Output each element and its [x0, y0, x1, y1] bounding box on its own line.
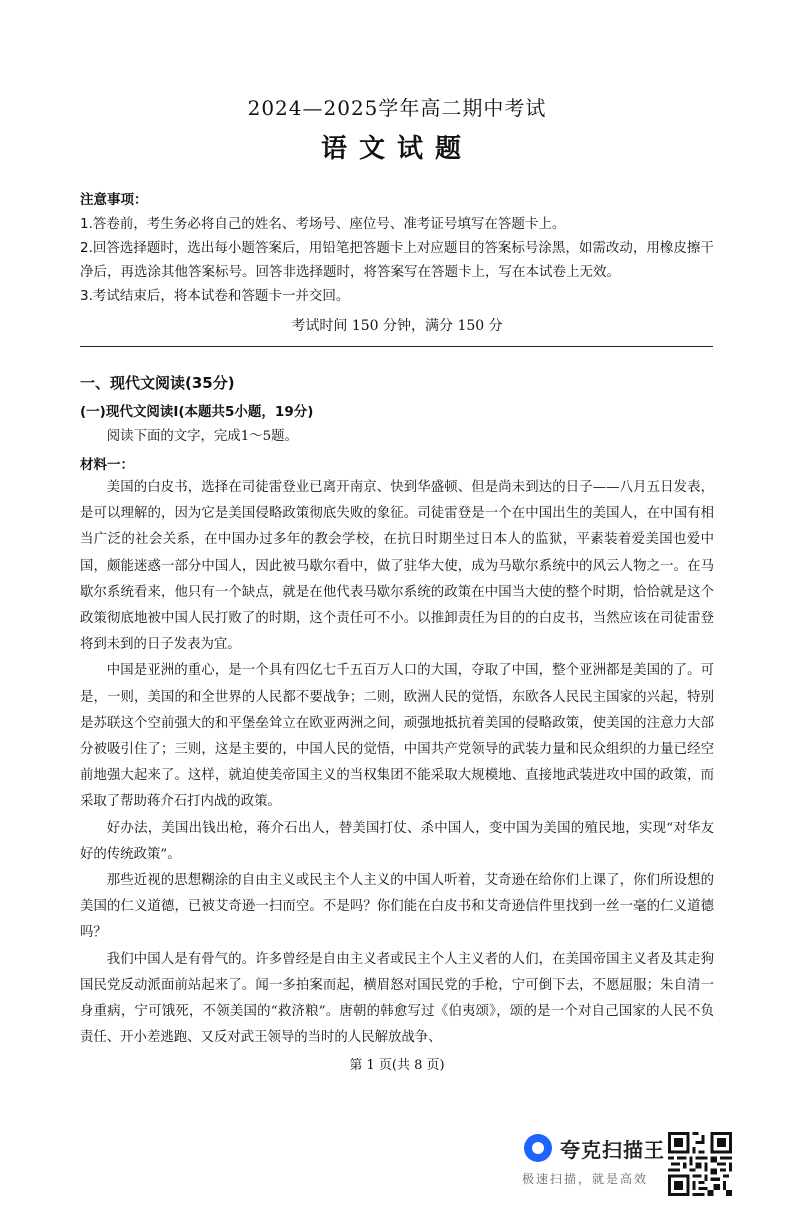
notice-heading: 注意事项：	[80, 192, 148, 208]
notice-item-1: 1.答卷前，考生务必将自己的姓名、考场号、座位号、准考证号填写在答题卡上。	[80, 216, 566, 232]
instruction-text: 阅读下面的文字，完成1～5题。	[106, 429, 298, 444]
paragraph-1: 美国的白皮书，选择在司徒雷登业已离开南京、快到华盛顿、但是尚未到达的日子——八月五日发表，是可以理解的，因为它是美国侵略政策彻底失败的象征。司徒雷登是一个在中国出生的美国人，在中国有相当广泛的社会关系，在中国办过多年的教会学校，在抗日时期坐过日本人的监狱，平素装着爱美国也爱中国，颇能迷惑一部分中国人，因此被马歇尔看中，做了驻华大使，成为马歇尔系统中的风云人物之一。在马歇尔系统看来，他只有一个缺点，就是在他代表马歇尔系统的政策在中国当大使的整个时期，恰恰就是这个政策彻底地被中国人民打败了的时期，这个责任可不小。以推卸责任为目的的白皮书，当然应该在司徒雷登将到未到的日子发表为宜。	[80, 480, 714, 653]
divider	[80, 346, 713, 347]
paragraph-4: 那些近视的思想糊涂的自由主义或民主个人主义的中国人听着，艾奇逊在给你们上课了，你们所设想的美国的仁义道德，已被艾奇逊一扫而空。不是吗？你们能在白皮书和艾奇逊信件里找到一丝一毫的仁义道德吗？	[80, 873, 714, 941]
notice-item-2: 2.回答选择题时，选出每小题答案后，用铅笔把答题卡上对应题目的答案标号涂黑，如需改动，用橡皮擦干净后，再选涂其他答案标号。回答非选择题时，将答案写在答题卡上，写在本试卷上无效。	[80, 240, 714, 280]
paragraph-5: 我们中国人是有骨气的。许多曾经是自由主义者或民主个人主义者的人们，在美国帝国主义者及其走狗国民党反动派面前站起来了。闻一多拍案而起，横眉怒对国民党的手枪，宁可倒下去，不愿屈服；朱自清一身重病，宁可饿死，不领美国的“救济粮”。唐朝的韩愈写过《伯夷颂》，颂的是一个对自己国家的人民不负责任、开小差逃跑、又反对武王领导的当时的人民解放战争、	[80, 951, 714, 1046]
paragraph-2: 中国是亚洲的重心，是一个具有四亿七千五百万人口的大国，夺取了中国，整个亚洲都是美国的了。可是，一则，美国的和全世界的人民都不要战争；二则，欧洲人民的觉悟，东欧各人民民主国家的兴起，特别是苏联这个空前强大的和平堡垒耸立在欧亚两洲之间，顽强地抵抗着美国的侵略政策，使美国的注意力大部分被吸引住了；三则，这是主要的，中国人民的觉悟，中国共产党领导的武装力量和民众组织的力量已经空前地强大起来了。这样，就迫使美帝国主义的当权集团不能采取大规模地、直接地武装进攻中国的政策，而采取了帮助蒋介石打内战的政策。	[80, 663, 714, 810]
scanner-tagline: 极速扫描，就是高效	[522, 1172, 649, 1186]
time-and-score: 考试时间 150 分钟，满分 150 分	[291, 318, 503, 334]
material-label: 材料一：	[80, 457, 134, 473]
reading-text	[80, 475, 714, 1051]
page-footer: 第 1 页(共 8 页)	[349, 1058, 445, 1073]
notice-block	[80, 188, 720, 308]
subject-title: 语文试题	[320, 134, 473, 164]
instruction	[80, 424, 714, 450]
section-subtitle: (一)现代文阅读Ⅰ(本题共5小题，19分)	[80, 404, 314, 420]
exam-title: 2024—2025学年高二期中考试	[247, 96, 547, 120]
notice-item-3: 3.考试结束后，将本试卷和答题卡一并交回。	[80, 288, 350, 304]
qr-code-icon	[668, 1132, 732, 1196]
scanner-brand: 夸克扫描王	[560, 1138, 665, 1162]
paragraph-3: 好办法，美国出钱出枪，蒋介石出人，替美国打仗、杀中国人，变中国为美国的殖民地，实现“对华友好的传统政策”。	[80, 820, 714, 862]
section-title: 一、现代文阅读(35分)	[80, 374, 235, 392]
scanner-logo-icon	[524, 1134, 552, 1162]
